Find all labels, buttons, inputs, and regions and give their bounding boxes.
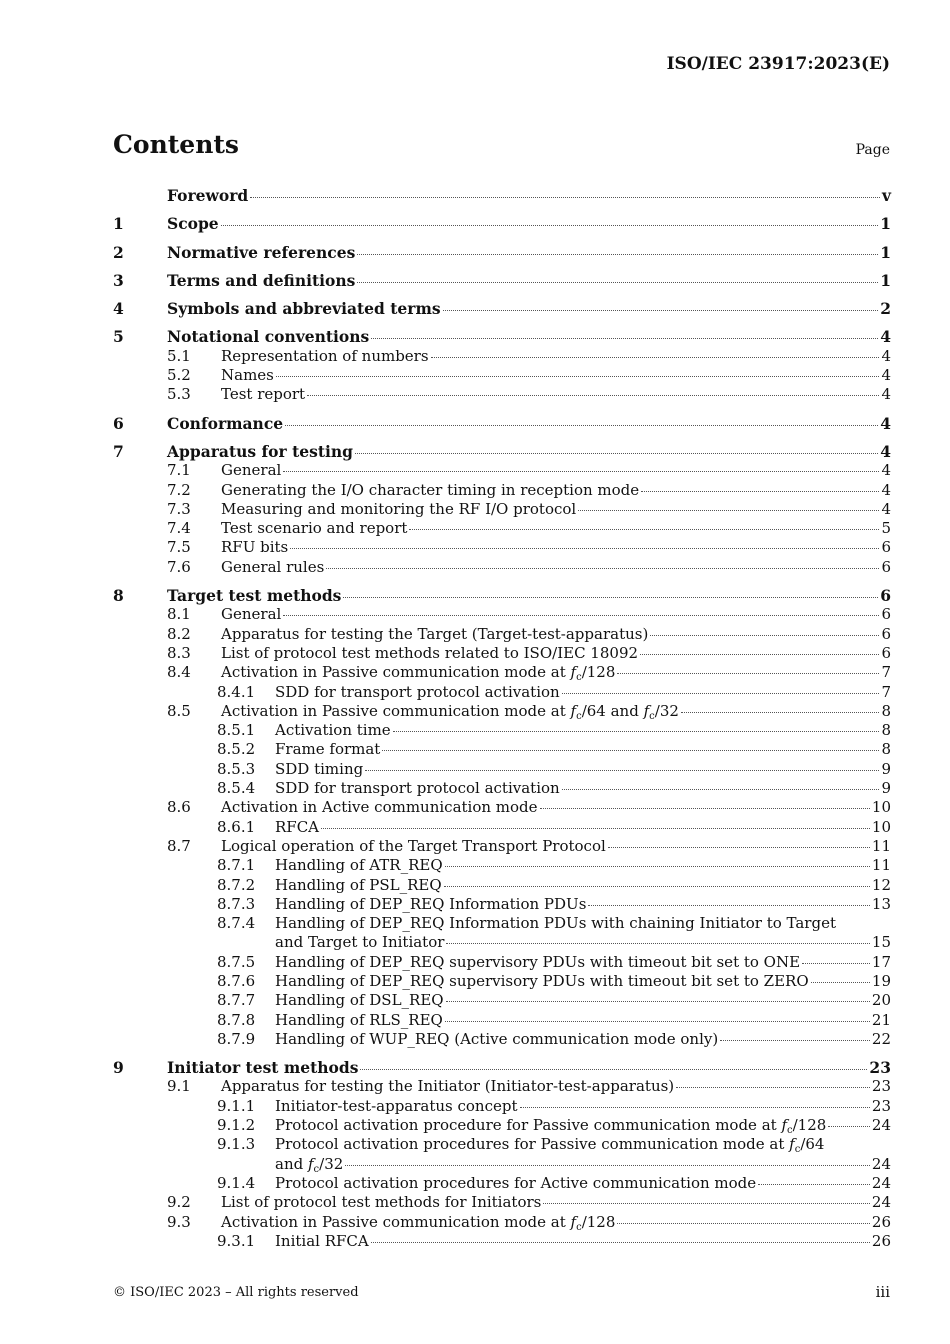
leader-dots [641, 491, 879, 492]
toc-entry-number: 9.3 [167, 1212, 191, 1231]
toc-entry[interactable] [113, 271, 891, 290]
leader-dots [802, 963, 870, 964]
toc-entry-title: List of protocol test methods for Initiators [221, 1193, 542, 1212]
leader-dots [543, 1203, 870, 1204]
toc-entry-number: 8.3 [167, 643, 191, 662]
toc-entry[interactable] [113, 1030, 891, 1049]
toc-entry-page: 23 [869, 1058, 891, 1078]
leader-dots [443, 310, 879, 311]
toc-entry-page: 12 [871, 875, 891, 894]
toc-entry-title: Activation in Passive communication mode at $f_c/64$ and $f_c/32$ [221, 701, 679, 722]
toc-entry-title: Apparatus for testing [167, 441, 353, 461]
toc-entry-number: 7.1 [167, 461, 191, 480]
leader-dots [355, 453, 878, 454]
leader-dots [540, 808, 870, 809]
toc-entry[interactable] [113, 558, 891, 577]
toc-entry-number: 9.1 [167, 1077, 191, 1096]
toc-entry-page: 5 [881, 519, 891, 538]
toc-entry-title: Measuring and monitoring the RF I/O protocol [221, 499, 577, 518]
toc-entry-number: 8.7.8 [217, 1010, 256, 1029]
toc-entry-title: Handling of DSL_REQ [275, 991, 444, 1010]
toc-entry-page: 11 [871, 856, 891, 875]
toc-entry-title: RFCA [275, 817, 320, 836]
table-of-contents [113, 186, 891, 1251]
toc-entry-page: 24 [871, 1116, 891, 1135]
toc-entry-number: 8.5 [167, 701, 191, 720]
leader-dots [758, 1184, 870, 1185]
leader-dots [307, 395, 879, 396]
toc-entry[interactable] [113, 414, 891, 433]
toc-entry[interactable] [113, 186, 891, 205]
toc-entry-page: 19 [871, 971, 891, 990]
toc-entry-title: Initial RFCA [275, 1231, 369, 1250]
toc-entry[interactable] [113, 837, 891, 856]
leader-dots [562, 693, 880, 694]
toc-entry-number: 8.7.5 [217, 952, 256, 971]
toc-entry-title: Initiator-test-apparatus concept [275, 1096, 518, 1115]
toc-entry-number: 8.7.9 [217, 1029, 256, 1048]
toc-entry[interactable] [113, 644, 891, 663]
toc-entry-number: 8.5.3 [217, 759, 256, 778]
toc-entry-page: 20 [871, 991, 891, 1010]
toc-entry-number: 5.3 [167, 385, 191, 404]
leader-dots [382, 750, 879, 751]
toc-entry-title: Generating the I/O character timing in reception mode [221, 480, 640, 499]
toc-entry[interactable] [113, 586, 891, 605]
toc-entry[interactable] [113, 721, 891, 740]
leader-dots [681, 712, 880, 713]
toc-entry-number: 9 [113, 1058, 124, 1078]
toc-entry-number: 8.5.2 [217, 740, 256, 759]
toc-entry[interactable] [113, 779, 891, 798]
leader-dots [357, 254, 878, 255]
leader-dots [650, 635, 879, 636]
toc-entry-number: 8.6.1 [217, 817, 256, 836]
toc-entry-title: Foreword [167, 186, 249, 205]
toc-entry-number: 9.1.4 [217, 1173, 256, 1192]
leader-dots [608, 847, 870, 848]
toc-entry-title: Activation in Passive communication mode at $f_c/128$ [221, 663, 616, 684]
toc-entry[interactable] [113, 605, 891, 624]
toc-entry-title: SDD timing [275, 759, 364, 778]
leader-dots [444, 886, 870, 887]
leader-dots [446, 1001, 870, 1002]
toc-entry-number: 5.2 [167, 366, 191, 385]
toc-entry-page: 1 [880, 242, 891, 262]
leader-dots [431, 357, 880, 358]
toc-entry-title: Logical operation of the Target Transport Protocol [221, 836, 606, 855]
toc-entry[interactable] [113, 385, 891, 404]
toc-entry[interactable] [113, 933, 891, 952]
toc-entry-page: 23 [871, 1096, 891, 1115]
leader-dots [828, 1126, 870, 1127]
leader-dots [371, 1242, 870, 1243]
toc-entry-page: 4 [880, 327, 891, 347]
toc-entry-page: 15 [871, 933, 891, 952]
toc-entry-number: 9.1.1 [217, 1096, 256, 1115]
toc-entry-page: 4 [881, 461, 891, 480]
toc-entry-page: 9 [881, 779, 891, 798]
toc-entry[interactable] [113, 347, 891, 366]
toc-entry[interactable] [113, 1058, 891, 1077]
toc-entry[interactable] [113, 442, 891, 461]
toc-entry[interactable] [113, 1174, 891, 1193]
toc-entry-title: Representation of numbers [221, 346, 429, 365]
toc-entry[interactable] [113, 538, 891, 557]
leader-dots [393, 731, 880, 732]
leader-dots [520, 1107, 870, 1108]
toc-entry-page: 6 [881, 557, 891, 576]
toc-entry-title: Names [221, 366, 274, 385]
toc-entry-number: 9.1.3 [217, 1135, 256, 1154]
toc-entry-page: 1 [880, 214, 891, 234]
toc-entry-page: 17 [871, 952, 891, 971]
leader-dots [283, 471, 879, 472]
leader-dots [445, 866, 870, 867]
toc-entry-number: 3 [113, 270, 124, 290]
toc-entry-title: Conformance [167, 413, 284, 433]
toc-entry-title: Notational conventions [167, 327, 370, 347]
toc-entry-number: 9.1.2 [217, 1116, 256, 1135]
toc-entry-title: Protocol activation procedures for Passive communication mode at $f_c/64$ [275, 1135, 825, 1156]
toc-entry-title: Handling of WUP_REQ (Active communication mode only) [275, 1029, 719, 1048]
toc-entry-page: 11 [871, 836, 891, 855]
toc-entry-number: 9.2 [167, 1193, 191, 1212]
leader-dots [578, 510, 879, 511]
toc-entry[interactable] [113, 1011, 891, 1030]
toc-entry[interactable] [113, 914, 891, 933]
leader-dots [676, 1087, 870, 1088]
toc-entry-number: 8.5.4 [217, 779, 256, 798]
toc-entry-title: Frame format [275, 740, 381, 759]
leader-dots [811, 982, 870, 983]
toc-entry-number: 8.4 [167, 663, 191, 682]
toc-entry-title: Handling of DEP_REQ Information PDUs [275, 894, 587, 913]
toc-entry[interactable] [113, 818, 891, 837]
toc-entry-page: 4 [881, 480, 891, 499]
toc-entry-page: 2 [880, 299, 891, 319]
toc-entry-title: Scope [167, 214, 219, 234]
leader-dots [343, 597, 878, 598]
copyright-notice: © ISO/IEC 2023 – All rights reserved [113, 1285, 359, 1300]
toc-entry-page: 23 [871, 1077, 891, 1096]
toc-entry[interactable] [113, 953, 891, 972]
leader-dots [588, 905, 870, 906]
toc-entry-title: Activation time [275, 721, 391, 740]
toc-entry-number: 8.5.1 [217, 721, 256, 740]
toc-entry-number: 5.1 [167, 346, 191, 365]
toc-entry[interactable] [113, 856, 891, 875]
toc-entry-number: 8.4.1 [217, 682, 256, 701]
toc-entry-number: 8.7 [167, 836, 191, 855]
leader-dots [290, 548, 879, 549]
toc-entry-number: 7.5 [167, 538, 191, 557]
toc-entry-title: List of protocol test methods related to ISO/IEC 18092 [221, 643, 639, 662]
toc-entry[interactable] [113, 1193, 891, 1212]
toc-entry-number: 8.1 [167, 605, 191, 624]
toc-entry-title: General rules [221, 557, 325, 576]
leader-dots [345, 1165, 870, 1166]
toc-entry-page: 8 [881, 721, 891, 740]
leader-dots [326, 568, 879, 569]
toc-entry-number: 8.7.6 [217, 971, 256, 990]
toc-entry-number: 7 [113, 441, 124, 461]
leader-dots [720, 1040, 870, 1041]
page-title: Contents [113, 130, 240, 159]
toc-entry[interactable] [113, 1077, 891, 1096]
leader-dots [285, 425, 878, 426]
toc-entry-title: General [221, 461, 282, 480]
toc-entry-title: SDD for transport protocol activation [275, 682, 560, 701]
toc-entry-title: Handling of PSL_REQ [275, 875, 442, 894]
toc-entry-title: Normative references [167, 242, 356, 262]
toc-entry-page: 6 [881, 538, 891, 557]
toc-entry[interactable] [113, 1097, 891, 1116]
toc-entry-number: 8.7.1 [217, 856, 256, 875]
toc-entry[interactable] [113, 1213, 891, 1232]
toc-entry-title: General [221, 605, 282, 624]
toc-entry[interactable] [113, 625, 891, 644]
toc-entry-number: 8.6 [167, 798, 191, 817]
leader-dots [640, 654, 879, 655]
toc-entry[interactable] [113, 1135, 891, 1154]
toc-entry-page: 8 [881, 701, 891, 720]
toc-entry[interactable] [113, 972, 891, 991]
toc-entry-title: Apparatus for testing the Initiator (Initiator-test-apparatus) [221, 1077, 675, 1096]
toc-entry-number: 8.7.7 [217, 991, 256, 1010]
toc-entry-title: Test scenario and report [221, 519, 408, 538]
toc-entry[interactable] [113, 1155, 891, 1174]
page-column-label: Page [855, 142, 890, 158]
leader-dots [321, 828, 870, 829]
toc-entry-page: 4 [881, 499, 891, 518]
toc-entry-number: 4 [113, 299, 124, 319]
document-id: ISO/IEC 23917:2023(E) [666, 54, 890, 74]
toc-entry-number: 7.6 [167, 557, 191, 576]
toc-entry-page: 4 [881, 346, 891, 365]
toc-entry-title: Protocol activation procedures for Active communication mode [275, 1173, 757, 1192]
toc-entry-page: 6 [881, 643, 891, 662]
leader-dots [360, 1069, 867, 1070]
leader-dots [617, 1223, 870, 1224]
toc-entry[interactable] [113, 740, 891, 759]
toc-entry-title: Protocol activation procedure for Passive communication mode at $f_c/128$ [275, 1116, 827, 1137]
toc-entry[interactable] [113, 1232, 891, 1251]
toc-entry-title: Handling of DEP_REQ supervisory PDUs with timeout bit set to ONE [275, 952, 801, 971]
toc-entry[interactable] [113, 798, 891, 817]
toc-entry[interactable] [113, 214, 891, 233]
toc-entry-page: 1 [880, 270, 891, 290]
toc-entry-title: Symbols and abbreviated terms [167, 299, 441, 319]
toc-entry[interactable] [113, 327, 891, 346]
toc-entry-page: 7 [881, 663, 891, 682]
toc-entry-page: 7 [881, 682, 891, 701]
toc-entry[interactable] [113, 500, 891, 519]
leader-dots [357, 282, 878, 283]
toc-entry-page: v [881, 186, 891, 205]
toc-entry[interactable] [113, 683, 891, 702]
leader-dots [617, 673, 879, 674]
leader-dots [276, 376, 880, 377]
toc-entry-number: 5 [113, 327, 124, 347]
toc-entry-number: 7.4 [167, 519, 191, 538]
toc-entry-title: RFU bits [221, 538, 289, 557]
toc-entry-page: 10 [871, 798, 891, 817]
toc-entry[interactable] [113, 299, 891, 318]
toc-entry[interactable] [113, 519, 891, 538]
toc-entry-page: 21 [871, 1010, 891, 1029]
toc-entry[interactable] [113, 760, 891, 779]
toc-entry-page: 9 [881, 759, 891, 778]
toc-entry-title: and Target to Initiator [275, 933, 445, 952]
toc-entry-title: SDD for transport protocol activation [275, 779, 560, 798]
toc-entry-title: Apparatus for testing the Target (Target-test-apparatus) [221, 624, 649, 643]
toc-entry-page: 24 [871, 1154, 891, 1173]
leader-dots [221, 225, 879, 226]
toc-entry[interactable] [113, 481, 891, 500]
toc-entry[interactable] [113, 895, 891, 914]
toc-entry-title: Terms and definitions [167, 270, 356, 290]
toc-entry-page: 4 [881, 366, 891, 385]
toc-entry-number: 8.2 [167, 624, 191, 643]
toc-entry-title: Handling of DEP_REQ supervisory PDUs with timeout bit set to ZERO [275, 971, 809, 990]
toc-entry-number: 1 [113, 214, 124, 234]
toc-entry-page: 4 [881, 385, 891, 404]
toc-entry-page: 24 [871, 1173, 891, 1192]
toc-entry-page: 6 [880, 586, 891, 606]
leader-dots [250, 197, 880, 198]
toc-entry-number: 8.7.2 [217, 875, 256, 894]
leader-dots [445, 1021, 870, 1022]
toc-entry[interactable] [113, 876, 891, 895]
toc-entry-title: Handling of DEP_REQ Information PDUs with chaining Initiator to Target [275, 914, 836, 933]
leader-dots [562, 789, 880, 790]
leader-dots [371, 338, 878, 339]
toc-entry-title: and $f_c/32$ [275, 1154, 344, 1175]
toc-entry-page: 26 [871, 1212, 891, 1231]
toc-entry[interactable] [113, 702, 891, 721]
toc-entry-page: 4 [880, 413, 891, 433]
toc-entry-title: Handling of RLS_REQ [275, 1010, 443, 1029]
toc-entry-page: 6 [881, 605, 891, 624]
toc-entry-number: 8.7.4 [217, 914, 256, 933]
toc-entry-number: 7.2 [167, 480, 191, 499]
leader-dots [365, 770, 879, 771]
leader-dots [446, 943, 869, 944]
toc-entry-title: Activation in Passive communication mode at $f_c/128$ [221, 1212, 616, 1233]
toc-entry-number: 8.7.3 [217, 894, 256, 913]
toc-entry-page: 26 [871, 1231, 891, 1250]
toc-entry-number: 8 [113, 586, 124, 606]
toc-entry-page: 6 [881, 624, 891, 643]
toc-entry-page: 4 [880, 441, 891, 461]
toc-entry[interactable] [113, 243, 891, 262]
leader-dots [409, 529, 879, 530]
toc-entry-page: 10 [871, 817, 891, 836]
toc-entry-page: 13 [871, 894, 891, 913]
toc-entry-title: Target test methods [167, 586, 342, 606]
toc-entry[interactable] [113, 1116, 891, 1135]
leader-dots [283, 615, 879, 616]
toc-entry[interactable] [113, 366, 891, 385]
toc-entry-number: 9.3.1 [217, 1231, 256, 1250]
toc-entry-title: Initiator test methods [167, 1058, 359, 1078]
toc-entry[interactable] [113, 991, 891, 1010]
toc-entry[interactable] [113, 663, 891, 682]
toc-entry-title: Handling of ATR_REQ [275, 856, 443, 875]
toc-entry-number: 2 [113, 242, 124, 262]
toc-entry-page: 22 [871, 1029, 891, 1048]
toc-entry-number: 7.3 [167, 499, 191, 518]
page-number: iii [875, 1283, 890, 1301]
toc-entry-page: 24 [871, 1193, 891, 1212]
toc-entry-number: 6 [113, 413, 124, 433]
toc-entry-page: 8 [881, 740, 891, 759]
toc-entry[interactable] [113, 461, 891, 480]
toc-entry-title: Activation in Active communication mode [221, 798, 538, 817]
toc-entry-title: Test report [221, 385, 306, 404]
